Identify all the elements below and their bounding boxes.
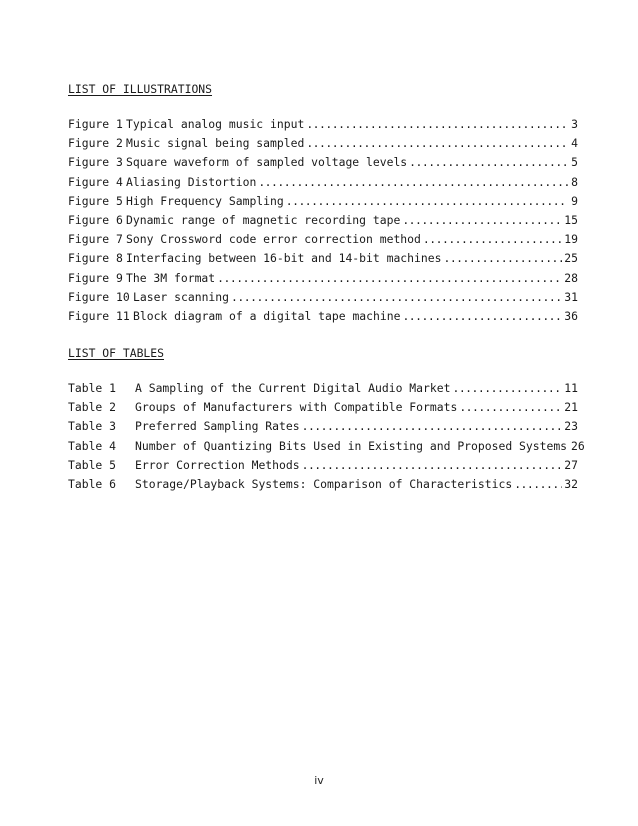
entry-title: Groups of Manufacturers with Compatible Formats xyxy=(135,400,458,415)
list-item xyxy=(68,117,578,136)
list-item xyxy=(68,458,578,477)
page-number: 23 xyxy=(564,419,578,434)
page-number: 26 xyxy=(571,438,585,453)
dot-leader xyxy=(402,309,562,323)
page-number: 3 xyxy=(571,117,578,131)
dot-leader xyxy=(231,290,562,304)
page-number: 9 xyxy=(571,193,578,208)
entry-label: Table 4 xyxy=(68,438,117,453)
page-number: 19 xyxy=(564,232,578,247)
list-item xyxy=(68,175,578,194)
entry-label: Figure 9 xyxy=(68,270,123,285)
dot-leader xyxy=(286,194,568,208)
entry-title: Storage/Playback Systems: Comparison of Characteristics xyxy=(135,476,513,491)
list-item xyxy=(68,155,578,174)
list-item xyxy=(68,271,578,290)
entry-label: Figure 10 xyxy=(68,289,130,304)
page-number: 27 xyxy=(564,457,578,472)
page-number: 15 xyxy=(564,212,578,227)
entry-label: Table 1 xyxy=(68,381,117,395)
list-item xyxy=(68,194,578,213)
entry-title: Interfacing between 16-bit and 14-bit machines xyxy=(126,251,442,266)
entry-label: Figure 11 xyxy=(68,308,130,323)
dot-leader xyxy=(258,175,568,189)
entry-label: Table 3 xyxy=(68,419,117,434)
illustrations-list xyxy=(68,117,578,328)
entry-title: A Sampling of the Current Digital Audio Market xyxy=(135,381,451,395)
entry-title: Square waveform of sampled voltage levels xyxy=(126,155,408,170)
dot-leader xyxy=(443,251,562,265)
entry-label: Figure 7 xyxy=(68,232,123,247)
list-item xyxy=(68,419,578,438)
list-item xyxy=(68,232,578,251)
dot-leader xyxy=(306,136,568,150)
entry-title: Block diagram of a digital tape machine xyxy=(133,308,401,323)
entry-title: Music signal being sampled xyxy=(126,136,305,151)
entry-label: Figure 4 xyxy=(68,174,123,189)
entry-label: Figure 1 xyxy=(68,117,123,131)
entry-title: Preferred Sampling Rates xyxy=(135,419,300,434)
list-item xyxy=(68,477,578,496)
page-number: 32 xyxy=(564,476,578,491)
entry-title: Sony Crossword code error correction method xyxy=(126,232,421,247)
entry-title: Error Correction Methods xyxy=(135,457,300,472)
list-item xyxy=(68,290,578,309)
illustrations-heading: LIST OF ILLUSTRATIONS xyxy=(68,82,213,96)
entry-title: Aliasing Distortion xyxy=(126,174,257,189)
list-item xyxy=(68,438,585,458)
page-number: 28 xyxy=(564,270,578,285)
dot-leader xyxy=(514,477,562,491)
entry-label: Figure 3 xyxy=(68,155,123,170)
entry-title: High Frequency Sampling xyxy=(126,193,284,208)
page-number: 4 xyxy=(571,136,578,151)
entry-label: Table 6 xyxy=(68,476,117,491)
dot-leader xyxy=(302,458,563,472)
dot-leader xyxy=(302,419,563,433)
page-number: 11 xyxy=(564,381,578,395)
entry-label: Table 5 xyxy=(68,457,117,472)
entry-title: Dynamic range of magnetic recording tape xyxy=(126,212,401,227)
page-number: 36 xyxy=(564,308,578,323)
list-item xyxy=(68,213,578,232)
entry-title: Typical analog music input xyxy=(126,117,305,131)
entry-label: Table 2 xyxy=(68,400,117,415)
list-item xyxy=(68,400,578,419)
page-number: 31 xyxy=(564,289,578,304)
dot-leader xyxy=(217,271,562,285)
page-number: 25 xyxy=(564,251,578,266)
dot-leader xyxy=(423,232,562,246)
tables-list xyxy=(68,381,585,496)
list-item xyxy=(68,381,578,400)
dot-leader xyxy=(459,400,562,414)
entry-label: Figure 8 xyxy=(68,251,123,266)
page-number: 21 xyxy=(564,400,578,415)
entry-label: Figure 2 xyxy=(68,136,123,151)
page-number: 8 xyxy=(571,174,578,189)
dot-leader xyxy=(409,155,568,169)
tables-heading: LIST OF TABLES xyxy=(68,346,165,360)
entry-label: Figure 5 xyxy=(68,193,123,208)
page-folio: iv xyxy=(314,774,324,787)
entry-title: The 3M format xyxy=(126,270,216,285)
dot-leader xyxy=(402,213,562,227)
dot-leader xyxy=(306,117,568,131)
entry-title: Number of Quantizing Bits Used in Existing and Proposed Systems xyxy=(135,438,568,453)
entry-label: Figure 6 xyxy=(68,212,123,227)
entry-title: Laser scanning xyxy=(133,289,230,304)
list-item xyxy=(68,251,578,270)
list-item xyxy=(68,136,578,155)
dot-leader xyxy=(452,381,562,395)
page-number: 5 xyxy=(571,155,578,170)
list-item xyxy=(68,309,578,328)
